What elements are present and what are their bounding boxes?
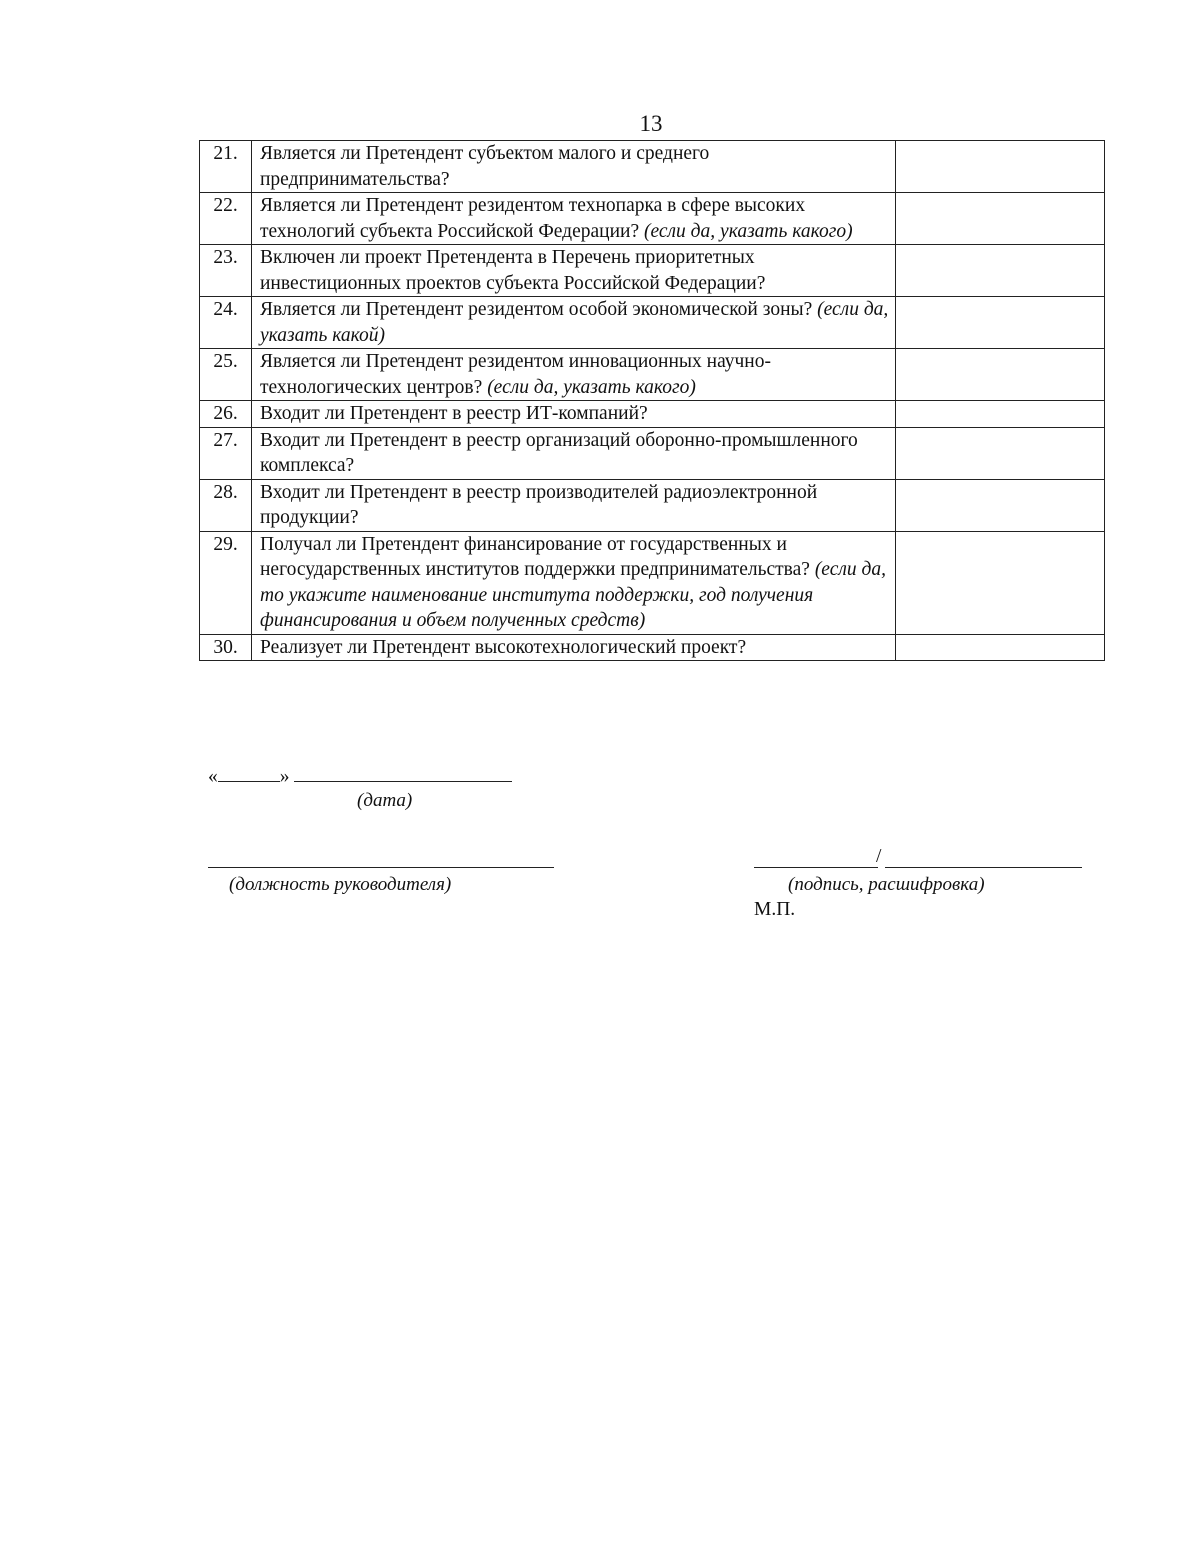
quote-open: « [208,766,218,787]
questionnaire-table [199,140,1105,661]
question-cell [252,193,896,245]
table-row [200,193,1105,245]
question-cell [252,531,896,634]
question-text: Является ли Претендент резидентом особой экономической зоны? [260,299,813,320]
signature-slash: / [876,846,882,867]
row-number: 21. [200,141,252,193]
table-row [200,245,1105,297]
table-row [200,349,1105,401]
answer-cell[interactable] [896,141,1105,193]
row-number: 26. [200,401,252,428]
question-text: Входит ли Претендент в реестр организаций оборонно-промышленного комплекса? [260,429,858,476]
question-note: (если да, то укажите наименование института поддержки, год получения финансирования и объем полученных средств) [260,559,886,631]
row-number: 22. [200,193,252,245]
question-text: Включен ли проект Претендента в Перечень приоритетных инвестиционных проектов субъекта Российской Федерации? [260,247,766,294]
row-number: 24. [200,297,252,349]
questionnaire-body [200,141,1105,661]
date-line [208,764,512,789]
question-cell [252,479,896,531]
month-year-blank[interactable] [294,764,512,782]
row-number: 28. [200,479,252,531]
question-text: Входит ли Претендент в реестр производителей радиоэлектронной продукции? [260,481,818,528]
day-blank[interactable] [218,764,280,782]
table-row [200,634,1105,661]
table-row [200,427,1105,479]
question-cell [252,245,896,297]
question-cell [252,427,896,479]
date-caption: (дата) [357,790,413,811]
table-row [200,401,1105,428]
question-cell [252,297,896,349]
question-cell [252,401,896,428]
answer-cell[interactable] [896,245,1105,297]
question-cell [252,634,896,661]
question-note: (если да, указать какого) [487,376,696,398]
position-caption: (должность руководителя) [229,874,452,895]
answer-cell[interactable] [896,297,1105,349]
answer-cell[interactable] [896,401,1105,428]
name-decoding-line[interactable] [885,867,1082,868]
question-note: (если да, указать какой) [260,299,889,346]
table-row [200,297,1105,349]
question-text: Получал ли Претендент финансирование от государственных и негосударственных институтов поддержки предпринимательства? [260,533,810,580]
row-number: 29. [200,531,252,634]
table-row [200,141,1105,193]
stamp-place: М.П. [754,899,796,920]
question-text: Является ли Претендент резидентом технопарка в сфере высоких технологий субъекта Российской Федерации? [260,195,806,242]
table-row [200,531,1105,634]
question-cell [252,349,896,401]
row-number: 23. [200,245,252,297]
position-line[interactable] [208,867,554,868]
row-number: 30. [200,634,252,661]
question-text: Реализует ли Претендент высокотехнологический проект? [260,636,747,658]
answer-cell[interactable] [896,634,1105,661]
answer-cell[interactable] [896,427,1105,479]
question-cell [252,141,896,193]
question-text: Является ли Претендент резидентом инновационных научно-технологических центров? [260,351,771,398]
question-text: Входит ли Претендент в реестр ИТ-компаний? [260,403,648,424]
quote-close: » [279,766,290,787]
table-row [200,479,1105,531]
answer-cell[interactable] [896,531,1105,634]
question-text: Является ли Претендент субъектом малого и среднего предпринимательства? [260,143,710,190]
signature-caption: (подпись, расшифровка) [788,874,985,895]
answer-cell[interactable] [896,479,1105,531]
page-number: 13 [639,111,663,136]
answer-cell[interactable] [896,349,1105,401]
question-note: (если да, указать какого) [644,220,853,242]
row-number: 25. [200,349,252,401]
answer-cell[interactable] [896,193,1105,245]
signature-line[interactable] [754,867,878,868]
row-number: 27. [200,427,252,479]
